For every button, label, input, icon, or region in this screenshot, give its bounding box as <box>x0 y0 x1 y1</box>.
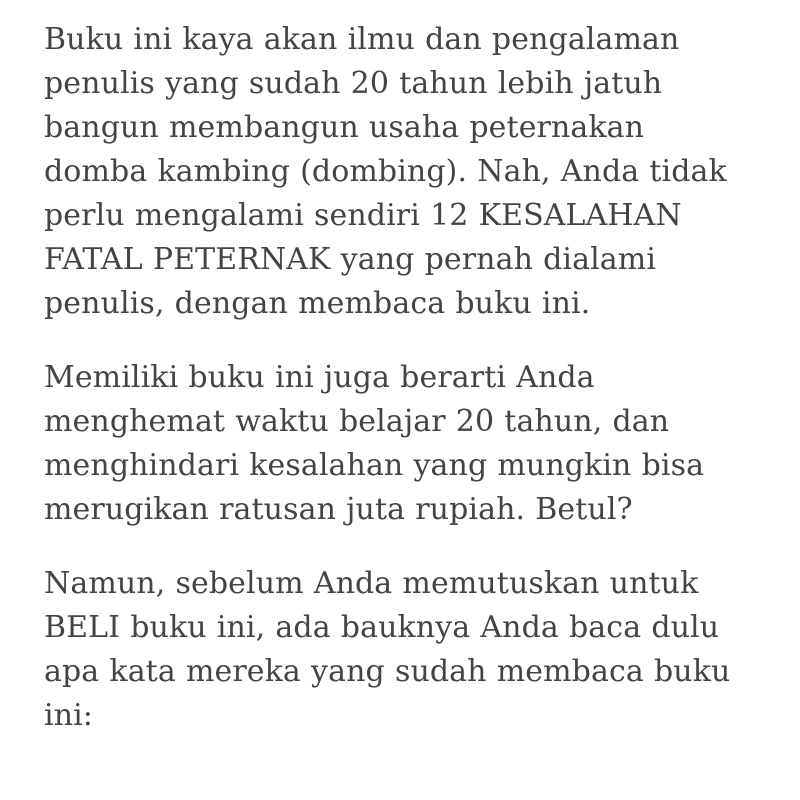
paragraph-1: Buku ini kaya akan ilmu dan pengalaman penulis yang sudah 20 tahun lebih jatuh bangun membangun usaha peternakan domba kambing (dombing). Nah, Anda tidak perlu mengalami sendiri 12 KESALAHAN FATAL PETERNAK yang pernah dialami penulis, dengan membaca buku ini. <box>44 22 727 321</box>
paragraph-2: Memiliki buku ini juga berarti Anda menghemat waktu belajar 20 tahun, dan menghindari kesalahan yang mungkin bisa merugikan ratusan juta rupiah. Betul? <box>44 360 705 527</box>
paragraph-3: Namun, sebelum Anda memutuskan untuk BELI buku ini, ada bauknya Anda baca dulu apa kata mereka yang sudah membaca buku ini: <box>44 566 731 733</box>
